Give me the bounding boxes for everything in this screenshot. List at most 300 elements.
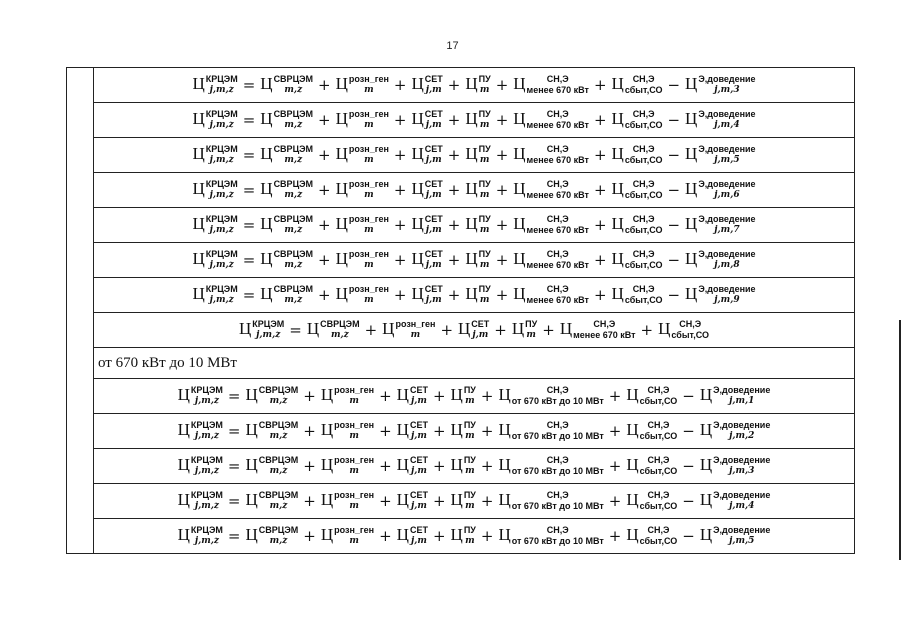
term-superscript: СН,Э — [546, 420, 569, 431]
term-superscript: СН,Э — [632, 74, 655, 85]
formula — [192, 285, 755, 305]
term-subscript: m — [364, 155, 374, 166]
formula-term — [245, 456, 298, 476]
formula-term — [685, 250, 756, 270]
formula — [178, 421, 771, 441]
formula-term — [498, 526, 603, 546]
formula-term — [465, 180, 490, 200]
term-superscript: КРЦЭМ — [252, 319, 285, 330]
term-subscript: j,m,z — [256, 330, 281, 341]
term-superscript: СВРЦЭМ — [258, 525, 299, 536]
formula-cell — [94, 138, 855, 173]
term-base: Ц — [498, 455, 511, 475]
term-base: Ц — [465, 284, 478, 304]
term-base: Ц — [396, 525, 409, 545]
left-margin-cell — [67, 348, 94, 379]
term-base: Ц — [260, 179, 273, 199]
term-subscript: сбыт,СО — [639, 536, 678, 547]
formula-cell — [94, 379, 855, 414]
term-superscript: Э,доведение — [698, 284, 756, 295]
term-superscript: СЕТ — [424, 284, 443, 295]
operator: = — [242, 250, 256, 269]
term-base: Ц — [335, 284, 348, 304]
term-superscript: КРЦЭМ — [205, 284, 238, 295]
term-superscript: СЕТ — [471, 319, 490, 330]
formula-term — [245, 386, 298, 406]
formula-term — [560, 320, 636, 340]
term-subscript: j,m,z — [209, 155, 234, 166]
term-superscript: СВРЦЭМ — [273, 144, 314, 155]
term-base: Ц — [465, 214, 478, 234]
term-subscript: j,m,z — [209, 260, 234, 271]
table-row — [67, 348, 855, 379]
formula-term — [465, 250, 490, 270]
term-base: Ц — [192, 284, 205, 304]
term-subscript: j,m,3 — [714, 85, 740, 96]
operator: + — [379, 491, 392, 510]
term-subscript: m — [479, 120, 490, 131]
formula-term — [612, 180, 663, 200]
term-subscript: j,m — [410, 396, 427, 407]
formula-term — [685, 215, 756, 235]
formula-term — [626, 386, 677, 406]
term-superscript: КРЦЭМ — [190, 455, 223, 466]
formula-term — [411, 110, 442, 130]
term-base: Ц — [260, 74, 273, 94]
table-row — [67, 68, 855, 103]
term-base: Ц — [513, 214, 526, 234]
operator: + — [495, 110, 509, 129]
term-subscript: m — [479, 295, 490, 306]
formula-term — [685, 145, 756, 165]
term-superscript: СН,Э — [546, 525, 569, 536]
term-base: Ц — [699, 420, 713, 440]
operator: − — [682, 421, 695, 440]
formula-term — [465, 215, 490, 235]
term-base: Ц — [320, 525, 334, 545]
term-superscript: СЕТ — [424, 249, 443, 260]
term-base: Ц — [335, 144, 348, 164]
operator: + — [495, 250, 509, 269]
left-margin-cell — [67, 414, 94, 449]
term-superscript: КРЦЭМ — [190, 420, 223, 431]
formula — [239, 320, 709, 340]
term-subscript: j,m,5 — [714, 155, 740, 166]
term-subscript: j,m,7 — [714, 225, 740, 236]
operator: + — [432, 386, 446, 405]
term-base: Ц — [245, 455, 258, 475]
term-base: Ц — [335, 109, 348, 129]
term-superscript: КРЦЭМ — [190, 385, 223, 396]
table-row — [67, 449, 855, 484]
term-base: Ц — [260, 144, 273, 164]
term-subscript: m,z — [284, 295, 303, 306]
operator: + — [432, 421, 446, 440]
term-subscript: менее 670 кВт — [573, 330, 636, 341]
term-base: Ц — [465, 74, 478, 94]
term-subscript: j,m — [425, 225, 442, 236]
operator: + — [593, 145, 607, 164]
term-subscript: m,z — [284, 225, 303, 236]
term-subscript: m — [479, 155, 490, 166]
term-superscript: КРЦЭМ — [205, 214, 238, 225]
term-superscript: СН,Э — [546, 109, 569, 120]
term-subscript: j,m,z — [194, 501, 219, 512]
term-base: Ц — [335, 249, 348, 269]
operator: + — [447, 180, 461, 199]
term-base: Ц — [260, 249, 273, 269]
term-superscript: СН,Э — [647, 385, 670, 396]
formula-cell — [94, 278, 855, 313]
formula — [178, 491, 771, 511]
operator: + — [379, 526, 392, 545]
term-superscript: ПУ — [463, 490, 476, 501]
term-base: Ц — [513, 249, 526, 269]
term-superscript: розн_ген — [334, 420, 375, 431]
term-superscript: СЕТ — [409, 455, 428, 466]
operator: = — [242, 180, 256, 199]
term-superscript: СН,Э — [546, 179, 569, 190]
term-subscript: j,m — [425, 190, 442, 201]
formula-term — [411, 75, 442, 95]
term-superscript: СЕТ — [424, 109, 443, 120]
term-subscript: m — [349, 501, 359, 512]
formula-term — [700, 421, 771, 441]
term-superscript: СВРЦЭМ — [273, 249, 314, 260]
term-superscript: ПУ — [478, 214, 491, 225]
term-superscript: СН,Э — [546, 490, 569, 501]
term-superscript: СЕТ — [424, 74, 443, 85]
operator: + — [640, 320, 654, 339]
term-subscript: j,m — [425, 260, 442, 271]
term-superscript: ПУ — [463, 455, 476, 466]
operator: − — [667, 250, 681, 269]
term-subscript: менее 670 кВт — [526, 155, 589, 166]
operator: = — [227, 456, 241, 475]
formula-term — [612, 110, 663, 130]
formula-term — [513, 285, 589, 305]
term-subscript: m — [364, 225, 374, 236]
formula-term — [498, 386, 603, 406]
term-base: Ц — [335, 179, 348, 199]
operator: + — [303, 421, 316, 440]
term-superscript: СН,Э — [647, 420, 670, 431]
formula-term — [321, 526, 374, 546]
formula-term — [192, 215, 237, 235]
formula — [192, 145, 755, 165]
term-subscript: m,z — [284, 155, 303, 166]
term-superscript: СВРЦЭМ — [258, 420, 299, 431]
term-superscript: СН,Э — [647, 525, 670, 536]
term-superscript: КРЦЭМ — [190, 525, 223, 536]
term-superscript: СЕТ — [424, 144, 443, 155]
table-row — [67, 414, 855, 449]
operator: + — [480, 386, 494, 405]
left-margin-cell — [67, 173, 94, 208]
formula-term — [465, 285, 490, 305]
formula-term — [192, 180, 237, 200]
formula-cell — [94, 243, 855, 278]
term-base: Ц — [382, 319, 395, 339]
term-subscript: менее 670 кВт — [526, 225, 589, 236]
term-subscript: j,m,z — [194, 431, 219, 442]
term-base: Ц — [465, 179, 478, 199]
formula-term — [192, 110, 237, 130]
operator: = — [227, 421, 241, 440]
term-base: Ц — [685, 214, 698, 234]
term-superscript: Э,доведение — [713, 385, 771, 396]
term-base: Ц — [626, 455, 639, 475]
formula-term — [626, 526, 677, 546]
operator: + — [303, 491, 316, 510]
term-subscript: m — [349, 536, 359, 547]
table-row — [67, 484, 855, 519]
term-base: Ц — [611, 179, 624, 199]
term-superscript: СВРЦЭМ — [258, 455, 299, 466]
formula-term — [451, 526, 476, 546]
formula-table — [66, 67, 855, 554]
term-base: Ц — [411, 284, 424, 304]
formula-term — [513, 75, 589, 95]
formula-term — [178, 386, 223, 406]
term-superscript: СН,Э — [546, 74, 569, 85]
term-subscript: m,z — [269, 431, 288, 442]
term-superscript: ПУ — [478, 109, 491, 120]
term-superscript: Э,доведение — [698, 144, 756, 155]
formula-term — [178, 456, 223, 476]
term-base: Ц — [245, 385, 258, 405]
formula — [178, 386, 771, 406]
term-base: Ц — [320, 455, 334, 475]
formula-term — [513, 250, 589, 270]
term-subscript: m — [465, 536, 475, 547]
term-base: Ц — [685, 144, 698, 164]
formula-term — [451, 456, 476, 476]
term-superscript: СЕТ — [424, 179, 443, 190]
formula — [192, 250, 755, 270]
term-base: Ц — [260, 214, 273, 234]
operator: + — [542, 320, 555, 339]
operator: + — [393, 250, 407, 269]
term-subscript: m — [526, 330, 536, 341]
term-subscript: сбыт,СО — [624, 155, 663, 166]
formula-term — [382, 320, 435, 340]
term-superscript: СН,Э — [632, 179, 655, 190]
term-base: Ц — [411, 214, 424, 234]
formula-term — [458, 320, 489, 340]
term-superscript: Э,доведение — [698, 74, 756, 85]
formula-term — [513, 145, 589, 165]
term-superscript: ПУ — [463, 420, 476, 431]
operator: + — [593, 180, 607, 199]
formula-term — [612, 285, 663, 305]
term-subscript: сбыт,СО — [624, 85, 663, 96]
formula-term — [245, 421, 298, 441]
term-base: Ц — [465, 249, 478, 269]
term-base: Ц — [559, 319, 573, 339]
term-superscript: СН,Э — [546, 144, 569, 155]
term-base: Ц — [411, 179, 424, 199]
term-subscript: j,m — [425, 85, 442, 96]
term-superscript: СВРЦЭМ — [273, 74, 314, 85]
term-superscript: СН,Э — [647, 455, 670, 466]
term-superscript: СН,Э — [647, 490, 670, 501]
term-base: Ц — [685, 109, 698, 129]
term-base: Ц — [498, 385, 511, 405]
term-superscript: Э,доведение — [713, 455, 771, 466]
term-subscript: m,z — [284, 260, 303, 271]
term-subscript: m — [364, 295, 374, 306]
formula-term — [260, 75, 313, 95]
operator: + — [364, 320, 378, 339]
term-subscript: сбыт,СО — [639, 501, 678, 512]
left-margin-cell — [67, 484, 94, 519]
term-superscript: Э,доведение — [698, 109, 756, 120]
term-base: Ц — [320, 420, 334, 440]
term-subscript: менее 670 кВт — [526, 260, 589, 271]
term-superscript: СН,Э — [632, 109, 655, 120]
term-base: Ц — [192, 214, 205, 234]
formula-term — [465, 110, 490, 130]
operator: − — [667, 180, 681, 199]
formula-term — [336, 250, 389, 270]
formula-term — [498, 491, 603, 511]
operator: − — [667, 110, 681, 129]
formula-term — [397, 526, 428, 546]
operator: + — [480, 421, 494, 440]
term-subscript: m — [364, 85, 374, 96]
operator: + — [494, 320, 507, 339]
term-base: Ц — [177, 385, 190, 405]
formula-term — [513, 215, 589, 235]
term-superscript: ПУ — [478, 249, 491, 260]
term-superscript: Э,доведение — [698, 179, 756, 190]
formula-cell — [94, 208, 855, 243]
term-superscript: КРЦЭМ — [205, 249, 238, 260]
term-subscript: менее 670 кВт — [526, 295, 589, 306]
term-superscript: КРЦЭМ — [190, 490, 223, 501]
operator: − — [682, 386, 695, 405]
term-subscript: j,m,5 — [729, 536, 755, 547]
left-margin-cell — [67, 278, 94, 313]
operator: − — [667, 145, 681, 164]
term-subscript: m,z — [284, 120, 303, 131]
term-base: Ц — [626, 525, 639, 545]
term-base: Ц — [192, 144, 205, 164]
term-base: Ц — [450, 525, 463, 545]
table-row — [67, 103, 855, 138]
operator: + — [432, 526, 446, 545]
term-subscript: j,m,3 — [729, 466, 755, 477]
formula-term — [336, 180, 389, 200]
term-superscript: СВРЦЭМ — [273, 284, 314, 295]
formula-term — [260, 285, 313, 305]
formula-cell — [94, 484, 855, 519]
term-subscript: j,m,z — [209, 295, 234, 306]
formula-term — [321, 386, 374, 406]
term-superscript: розн_ген — [395, 319, 436, 330]
term-base: Ц — [260, 109, 273, 129]
formula-term — [192, 75, 237, 95]
term-superscript: СЕТ — [409, 420, 428, 431]
term-subscript: j,m — [425, 155, 442, 166]
term-base: Ц — [177, 490, 190, 510]
term-subscript: j,m,4 — [714, 120, 740, 131]
term-superscript: розн_ген — [348, 284, 389, 295]
term-subscript: m — [479, 225, 490, 236]
operator: + — [379, 421, 392, 440]
term-base: Ц — [450, 385, 463, 405]
term-subscript: j,m — [425, 120, 442, 131]
formula-term — [612, 250, 663, 270]
term-subscript: сбыт,СО — [639, 431, 678, 442]
formula-term — [465, 75, 490, 95]
formula-term — [685, 180, 756, 200]
term-base: Ц — [320, 385, 334, 405]
term-superscript: ПУ — [478, 144, 491, 155]
operator: − — [682, 456, 695, 475]
term-base: Ц — [335, 214, 348, 234]
term-subscript: m — [465, 431, 475, 442]
term-subscript: j,m,z — [194, 396, 219, 407]
formula-term — [411, 250, 442, 270]
term-subscript: m — [349, 466, 359, 477]
term-base: Ц — [611, 249, 624, 269]
term-base: Ц — [177, 455, 190, 475]
term-superscript: ПУ — [525, 319, 538, 330]
formula-term — [700, 491, 771, 511]
formula-term — [451, 421, 476, 441]
term-base: Ц — [306, 319, 320, 339]
table-row — [67, 379, 855, 414]
operator: + — [608, 491, 622, 510]
term-superscript: розн_ген — [348, 109, 389, 120]
term-base: Ц — [192, 249, 205, 269]
operator: + — [495, 75, 509, 94]
formula-term — [411, 180, 442, 200]
operator: + — [303, 526, 316, 545]
term-base: Ц — [685, 74, 698, 94]
operator: + — [318, 250, 331, 269]
formula-term — [700, 456, 771, 476]
term-base: Ц — [611, 74, 624, 94]
operator: = — [242, 145, 256, 164]
formula-term — [685, 75, 756, 95]
term-base: Ц — [411, 144, 424, 164]
formula-term — [336, 215, 389, 235]
operator: + — [447, 285, 461, 304]
formula-term — [336, 110, 389, 130]
term-subscript: j,m,z — [194, 466, 219, 477]
term-subscript: m,z — [269, 536, 288, 547]
formula-term — [498, 421, 603, 441]
term-subscript: m,z — [284, 190, 303, 201]
term-base: Ц — [396, 420, 409, 440]
left-margin-cell — [67, 208, 94, 243]
term-subscript: j,m,4 — [729, 501, 755, 512]
term-superscript: СН,Э — [632, 249, 655, 260]
term-base: Ц — [626, 385, 639, 405]
operator: + — [447, 250, 461, 269]
left-margin-cell — [67, 313, 94, 348]
term-superscript: СВРЦЭМ — [273, 179, 314, 190]
formula — [192, 215, 755, 235]
left-margin-cell — [67, 519, 94, 554]
operator: + — [593, 285, 607, 304]
term-subscript: j,m — [410, 536, 427, 547]
term-superscript: СН,Э — [632, 284, 655, 295]
term-base: Ц — [245, 525, 258, 545]
